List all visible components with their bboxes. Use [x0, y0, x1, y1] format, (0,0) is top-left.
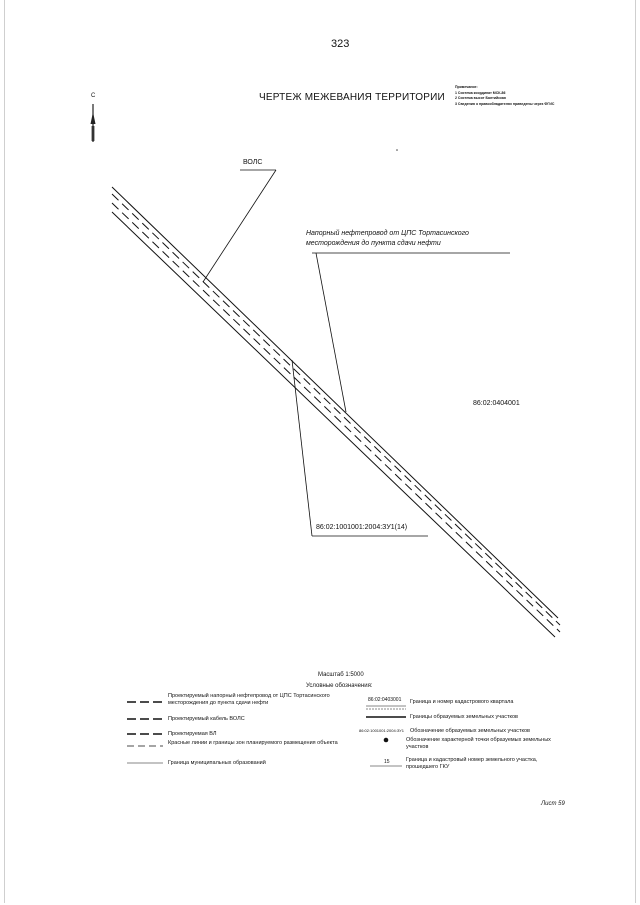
- note-line: 3 Сведения о правообладателях приведены через ФГИС: [455, 101, 555, 106]
- legend-sample: 15: [384, 759, 390, 765]
- note-line: 2 Система высот Балтийская: [455, 96, 506, 100]
- legend-item-text: Обозначение образуемых земельных участков: [410, 728, 530, 734]
- legend-item-text: Красные линии и границы зон планируемого размещения объекта: [168, 740, 338, 746]
- legend-item-text: Границы образуемых земельных участков: [410, 714, 518, 720]
- parcel-leader: [292, 360, 312, 536]
- legend-item-text: Граница муниципальных образований: [168, 760, 266, 766]
- sheet-number: Лист 59: [541, 801, 565, 807]
- legend-item-text: Проектируемый напорный нефтепровод от ЦПС Тортасинского месторождения до пункта сдачи нефти: [168, 693, 330, 706]
- pipeline-label: Напорный нефтепровод от ЦПС Тортасинского месторождения до пункта сдачи нефти: [306, 230, 469, 247]
- legend-item-text: Граница и номер кадастрового квартала: [410, 699, 514, 705]
- legend-right-symbols: [366, 706, 406, 766]
- legend-left-symbols: [127, 702, 163, 763]
- cable-line: [112, 203, 560, 632]
- north-arrow-icon: [91, 104, 96, 142]
- north-label: С: [91, 93, 96, 99]
- survey-dot: [396, 149, 398, 151]
- legend-title: Условные обозначения:: [306, 683, 373, 689]
- legend-sample: 86:02:1001001:2004:ЗУ1: [359, 728, 404, 733]
- legend-item-text: Проектируемая ВЛ: [168, 731, 217, 737]
- parcel-number-label: 86:02:1001001:2004:ЗУ1(14): [316, 524, 408, 531]
- page-number: 323: [331, 38, 350, 50]
- scale-label: Масштаб 1:5000: [318, 672, 364, 678]
- vols-leader: [203, 170, 276, 282]
- drawing-title: ЧЕРТЕЖ МЕЖЕВАНИЯ ТЕРРИТОРИИ: [259, 92, 445, 103]
- legend-item-text: Граница и кадастровый номер земельного участка, прошедшего ГКУ: [406, 757, 538, 770]
- legend-sample: 86:02:0403001: [368, 697, 402, 703]
- note-line: Примечание:: [455, 85, 478, 89]
- pipeline-line: [112, 194, 560, 625]
- cadastral-quarter-label: 86:02:0404001: [473, 400, 520, 407]
- legend-item-text: Проектируемый кабель ВОЛС: [168, 716, 245, 722]
- vols-label: ВОЛС: [243, 159, 263, 166]
- corridor-boundary-right: [112, 212, 555, 637]
- legend-item-text: Обозначение характерной точки образуемых земельных участков: [406, 737, 551, 750]
- note-line: 1 Система координат МСК-86: [455, 90, 506, 95]
